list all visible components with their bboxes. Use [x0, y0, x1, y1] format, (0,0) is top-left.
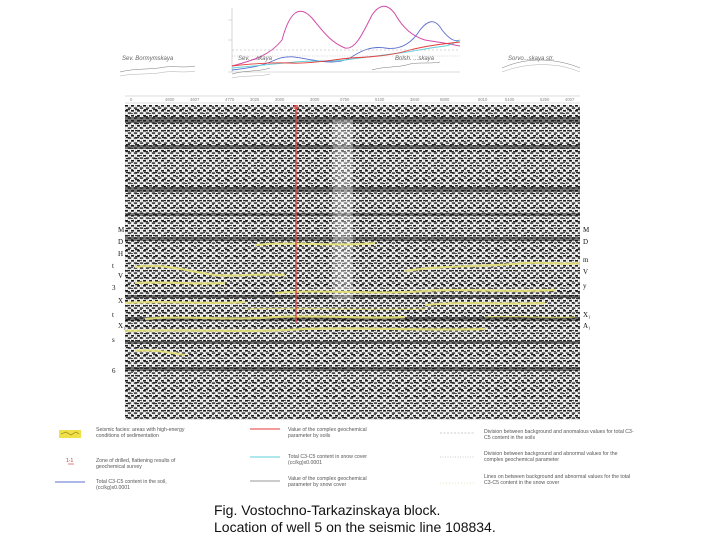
- svg-text:4600: 4600: [165, 97, 175, 102]
- legend-item-4-text: Value of the complex geochemical parameter by soils: [288, 427, 367, 440]
- svg-text:1-1: 1-1: [66, 458, 74, 464]
- horizon-label-left-10: s: [112, 336, 115, 344]
- horizon-label-left-11: 6: [112, 367, 116, 375]
- horizon-label-right-6: X₁: [583, 311, 591, 319]
- seismic-section: [125, 105, 580, 420]
- profile-right-region-label: Sorvo...skaya str.: [508, 56, 555, 62]
- horizon-label-right-2: D: [583, 238, 589, 246]
- horizon-label-left-2: D: [118, 238, 124, 246]
- horizon-label-left-4: t: [112, 262, 114, 270]
- svg-text:5010: 5010: [478, 97, 488, 102]
- svg-text:5100: 5100: [505, 97, 515, 102]
- svg-text:0: 0: [130, 97, 133, 102]
- svg-text:5250: 5250: [540, 97, 550, 102]
- legend-item-3-text: Total C3-C5 content in the soil, (cc/kg)x0.0001: [96, 479, 167, 492]
- legend-symbol-snow-threshold: [440, 480, 474, 486]
- figure-caption-line-1: Fig. Vostochno-Tarkazinskaya block.: [214, 502, 441, 518]
- legend-item-8-text: Division between background and abnormal values for the complex geochemical parameter: [484, 451, 618, 464]
- legend-item-9-text: Lines on between background and abnormal values for the total C3-C5 content in the snow cover: [484, 474, 631, 487]
- horizon-label-right-3: m: [583, 256, 589, 264]
- profile-mid-region-label-1: Sev. ...skaya: [238, 56, 272, 62]
- legend-symbol-soil-threshold: [440, 430, 474, 436]
- legend-symbol-drilled-zone: [64, 456, 78, 468]
- legend-item-5-text: Total C3-C5 content in snow cover (cc/kg)x0.0001: [288, 454, 368, 467]
- svg-text:3000: 3000: [275, 97, 285, 102]
- horizon-label-right-1: M: [583, 226, 590, 234]
- horizon-label-left-7: X: [118, 297, 124, 305]
- svg-text:3000: 3000: [310, 97, 320, 102]
- horizon-label-right-5: y: [583, 282, 587, 290]
- legend-item-1-text: Seismic facies: areas with high-energy conditions of sedimentation: [96, 427, 185, 440]
- legend-item-6-text: Value of the complex geochemical parameter by snow cover: [288, 476, 367, 489]
- horizon-label-left-8: t: [112, 311, 114, 319]
- svg-text:5100: 5100: [375, 97, 385, 102]
- svg-text:3025: 3025: [250, 97, 260, 102]
- legend-item-2-text: Zone of drilled, flattening results of geochemical survey: [96, 458, 176, 471]
- horizon-label-left-9: X₁: [118, 322, 126, 330]
- svg-text:4607: 4607: [190, 97, 200, 102]
- geochemical-curves-plot: [0, 0, 720, 120]
- legend-symbol-complex-threshold: [440, 454, 474, 460]
- horizon-pick-1: [255, 243, 375, 245]
- horizon-label-left-5: V: [118, 272, 124, 280]
- legend-symbol-c3c5-snow-line: [250, 454, 280, 460]
- svg-text:4007: 4007: [565, 97, 575, 102]
- legend-symbol-complex-soil-line: [250, 426, 280, 432]
- svg-text:3840: 3840: [410, 97, 420, 102]
- figure-caption-line-2: Location of well 5 on the seismic line 108834.: [214, 519, 496, 535]
- profile-left-region-label: Sev. Bormymskaya: [122, 56, 174, 62]
- horizon-label-left-3: H: [118, 250, 124, 258]
- legend-symbol-complex-snow-line: [250, 478, 280, 484]
- horizon-label-left-1: M: [118, 226, 125, 234]
- horizon-pick-6: [125, 302, 245, 303]
- legend-item-7-text: Division between background and anomalous values for total C3-C5 content in the soils: [484, 429, 634, 442]
- legend-symbol-c3c5-soil-line: [55, 479, 85, 485]
- profile-structure-left: [120, 66, 195, 72]
- svg-text:4770: 4770: [225, 97, 235, 102]
- legend-symbol-yellow-facies: [58, 428, 82, 440]
- horizon-label-left-6: 3: [112, 284, 116, 292]
- horizon-label-right-4: V: [583, 268, 589, 276]
- horizon-pick-4: [135, 282, 225, 283]
- svg-text:5800: 5800: [440, 97, 450, 102]
- profile-mid-region-label-2: Bolsh. ...skaya: [395, 56, 435, 62]
- svg-text:0750: 0750: [340, 97, 350, 102]
- horizon-label-right-7: A₁: [583, 322, 591, 330]
